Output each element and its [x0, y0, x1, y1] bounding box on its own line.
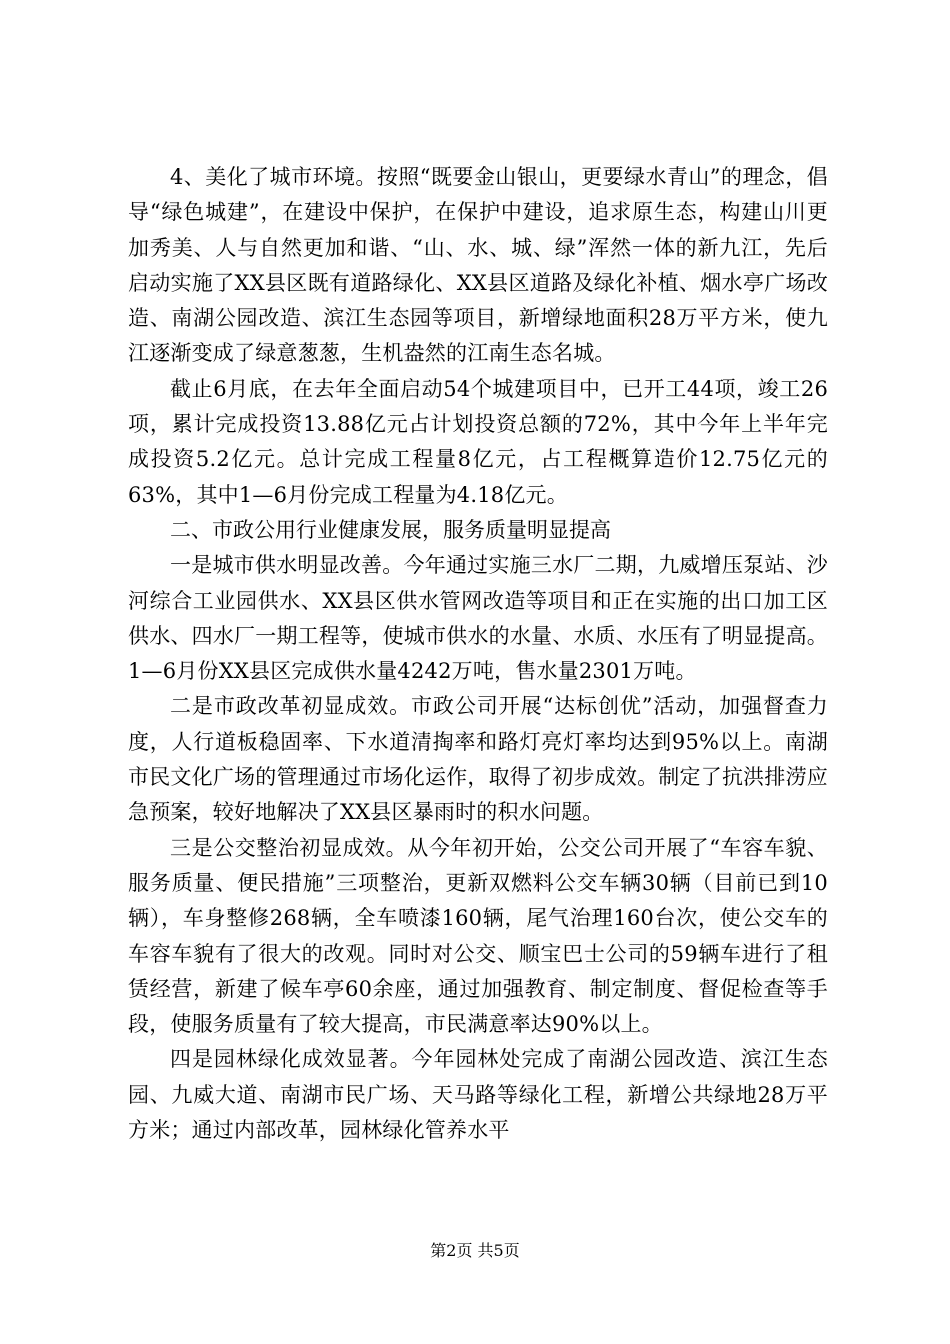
document-body — [128, 160, 828, 1148]
paragraph-water-supply: 一是城市供水明显改善。今年通过实施三水厂二期，九威增压泵站、沙河综合工业园供水、XX县区供水管网改造等项目和正在实施的出口加工区供水、四水厂一期工程等，使城市供水的水量、水质、水压有了明显提高。1—6月份XX县区完成供水量4242万吨，售水量2301万吨。 — [128, 553, 828, 684]
paragraph-city-environment: 4、美化了城市环境。按照“既要金山银山，更要绿水青山”的理念，倡导“绿色城建”，在建设中保护，在保护中建设，追求原生态，构建山川更加秀美、人与自然更加和谐、“山、水、城、绿”浑然一体的新九江，先后启动实施了XX县区既有道路绿化、XX县区道路及绿化补植、烟水亭广场改造、南湖公园改造、滨江生态园等项目，新增绿地面积28万平方米，使九江逐渐变成了绿意葱葱，生机盎然的江南生态名城。 — [128, 165, 828, 366]
paragraph-public-transit: 三是公交整治初显成效。从今年初开始，公交公司开展了“车容车貌、服务质量、便民措施”三项整治，更新双燃料公交车辆30辆（目前已到10辆），车身整修268辆，全车喷漆160辆，尾气治理160台次，使公交车的车容车貌有了很大的改观。同时对公交、顺宝巴士公司的59辆车进行了租赁经营，新建了候车亭60余座，通过加强教育、制定制度、督促检查等手段，使服务质量有了较大提高，市民满意率达90%以上。 — [128, 835, 828, 1037]
paragraph-landscaping: 四是园林绿化成效显著。今年园林处完成了南湖公园改造、滨江生态园、九威大道、南湖市民广场、天马路等绿化工程，新增公共绿地28万平方米；通过内部改革，园林绿化管养水平 — [128, 1047, 828, 1143]
paragraph-project-progress: 截止6月底，在去年全面启动54个城建项目中，已开工44项，竣工26项，累计完成投资13.88亿元占计划投资总额的72%，其中今年上半年完成投资5.2亿元。总计完成工程量8亿元，占工程概算造价12.75亿元的63%，其中1—6月份完成工程量为4.18亿元。 — [128, 376, 828, 507]
paragraph-municipal-reform: 二是市政改革初显成效。市政公司开展“达标创优”活动，加强督查力度，人行道板稳固率、下水道清掏率和路灯亮灯率均达到95%以上。南湖市民文化广场的管理通过市场化运作，取得了初步成效。制定了抗洪排涝应急预案，较好地解决了XX县区暴雨时的积水问题。 — [128, 694, 828, 825]
section-heading-public-utilities: 二、市政公用行业健康发展，服务质量明显提高 — [170, 517, 611, 542]
page-number-footer: 第2页 共5页 — [430, 1241, 520, 1260]
